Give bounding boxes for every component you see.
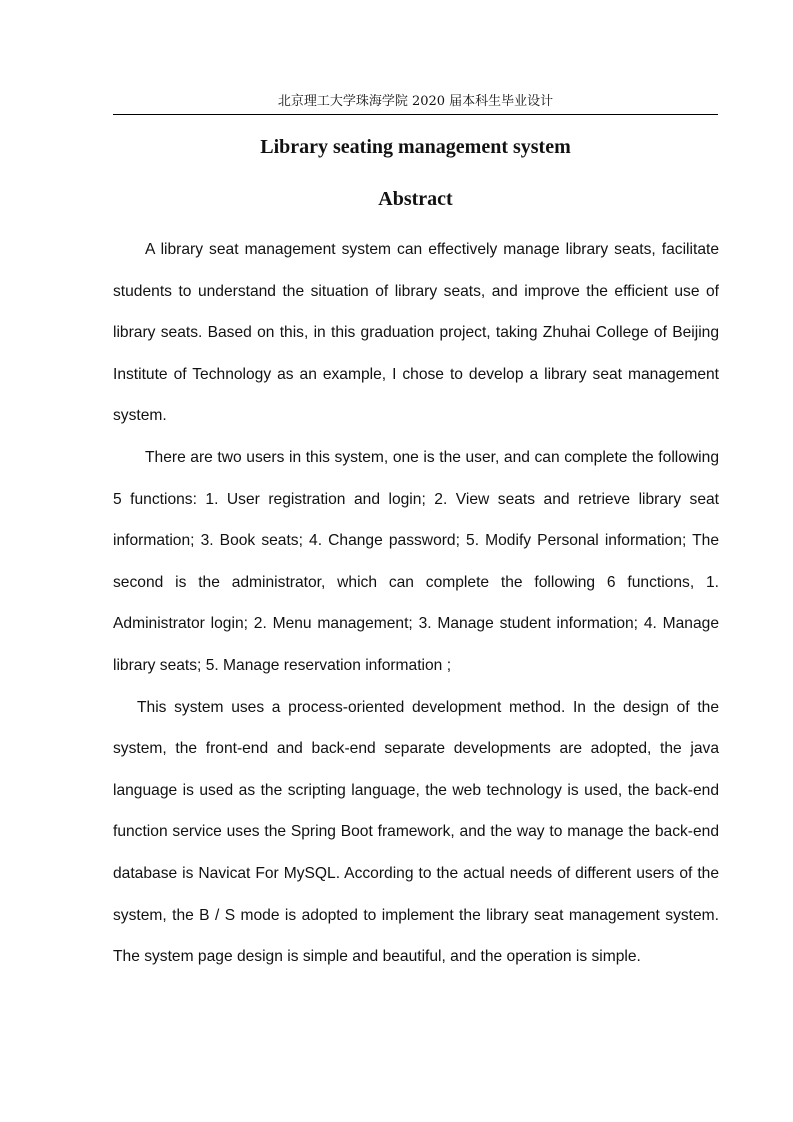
abstract-heading: Abstract xyxy=(378,188,453,210)
abstract-body xyxy=(113,229,719,978)
abstract-paragraph: There are two users in this system, one is the user, and can complete the following 5 functions: 1. User registration and login; 2. View seats and retrieve library seat information; 3. Book seats; 4. Change password; 5. Modify Personal information; The second is the administrator, which can complete the following 6 functions, 1. Administrator login; 2. Menu management; 3. Manage student information; 4. Manage library seats; 5. Manage reservation information ; xyxy=(113,448,719,674)
abstract-paragraph: A library seat management system can effectively manage library seats, facilitate students to understand the situation of library seats, and improve the efficient use of library seats. Based on this, in this graduation project, taking Zhuhai College of Beijing Institute of Technology as an example, I chose to develop a library seat management system. xyxy=(113,241,719,425)
abstract-paragraph: This system uses a process-oriented development method. In the design of the system, the front-end and back-end separate developments are adopted, the java language is used as the scripting language, the web technology is used, the back-end function service uses the Spring Boot framework, and the way to manage the back-end database is Navicat For MySQL. According to the actual needs of different users of the system, the B / S mode is adopted to implement the library seat management system. The system page design is simple and beautiful, and the operation is simple. xyxy=(113,698,719,966)
page-header: 北京理工大学珠海学院 2020 届本科生毕业设计 xyxy=(113,92,718,115)
document-title: Library seating management system xyxy=(260,136,571,158)
